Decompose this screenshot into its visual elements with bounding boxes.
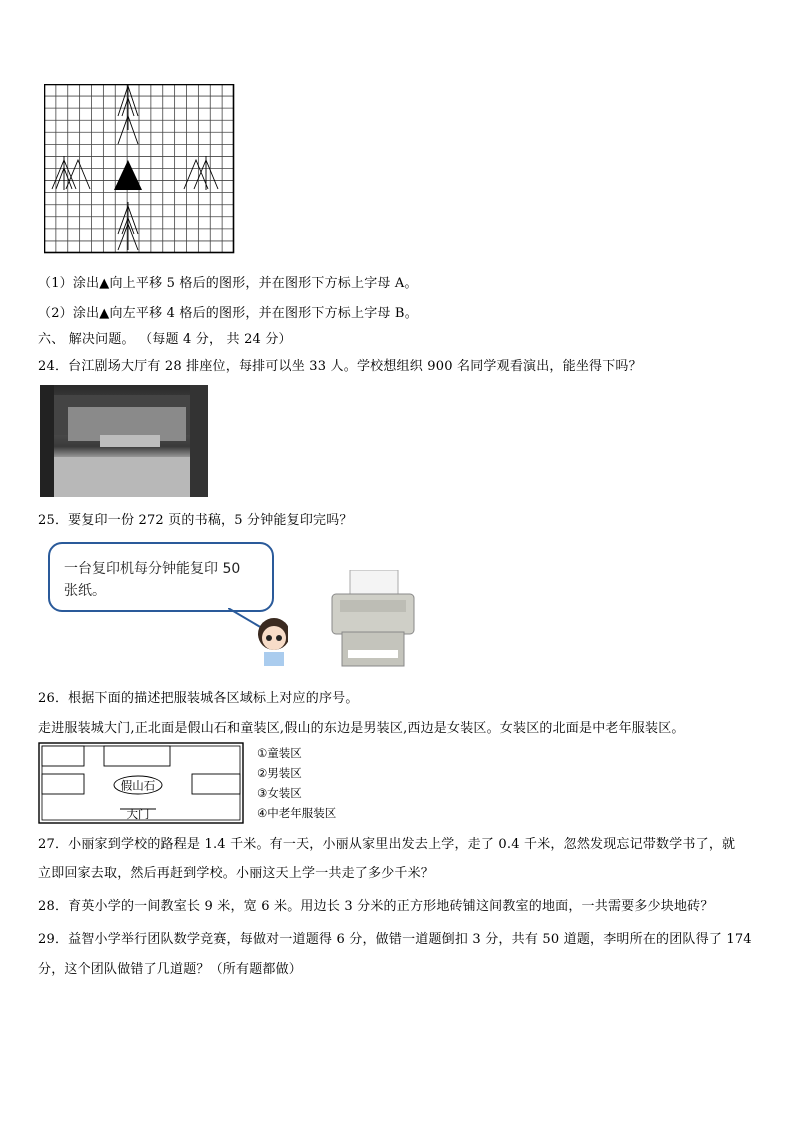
bubble-line-2: 张纸。 (64, 583, 106, 599)
question-29-line-1: 29．益智小学举行团队数学竞赛，每做对一道题得 6 分，做错一道题倒扣 3 分，共有 50 道题，李明所在的团队得了 174 (38, 932, 752, 947)
black-triangle-icon (114, 160, 142, 190)
legend-item-2: ②男装区 (257, 766, 302, 780)
gate-label: 大门 (126, 807, 150, 821)
question-27-line-1: 27．小丽家到学校的路程是 1.4 千米。有一天，小丽从家里出发去上学，走了 0.4 千米，忽然发现忘记带数学书了，就 (38, 837, 736, 852)
girl-avatar-icon (228, 608, 288, 668)
map-region-east (192, 774, 240, 794)
question-29-line-2: 分，这个团队做错了几道题？（所有题都做） (38, 962, 303, 977)
clothing-city-map (38, 742, 244, 824)
bubble-line-1: 一台复印机每分钟能复印 50 (64, 561, 241, 577)
question-24: 24．台江剧场大厅有 28 排座位，每排可以坐 33 人。学校想组织 900 名同学观看演出，能坐得下吗？ (38, 359, 642, 374)
question-26-desc: 走进服装城大门,正北面是假山石和童装区,假山的东边是男装区,西边是女装区。女装区的北面是中老年服装区。 (38, 721, 685, 736)
question-28: 28．育英小学的一间教室长 9 米，宽 6 米。用边长 3 分米的正方形地砖铺这间教室的地面，一共需要多少块地砖？ (38, 899, 714, 914)
question-26: 26．根据下面的描述把服装城各区域标上对应的序号。 (38, 691, 359, 706)
grid-lines (44, 84, 234, 253)
grid-decoration-shapes (52, 84, 218, 250)
legend-item-1: ①童装区 (257, 746, 302, 760)
legend-item-3: ③女装区 (257, 786, 302, 800)
section-title: 六、 解决问题。 （每题 4 分， 共 24 分） (38, 332, 292, 347)
question-item-1: （1）涂出▲向上平移 5 格后的图形，并在图形下方标上字母 A。 (38, 276, 418, 291)
speech-bubble (48, 542, 274, 612)
map-region-nw (42, 746, 84, 766)
map-region-north (104, 746, 170, 766)
question-item-2: （2）涂出▲向左平移 4 格后的图形，并在图形下方标上字母 B。 (38, 306, 418, 321)
map-region-west (42, 774, 84, 794)
rock-label: 假山石 (120, 778, 156, 793)
question-25: 25．要复印一份 272 页的书稿，5 分钟能复印完吗？ (38, 513, 353, 528)
copier-icon (328, 570, 418, 670)
question-27-line-2: 立即回家去取，然后再赶到学校。小丽这天上学一共走了多少千米？ (38, 866, 435, 881)
theater-photo (40, 385, 208, 497)
legend-item-4: ④中老年服装区 (257, 806, 337, 820)
translation-grid-figure (44, 84, 236, 254)
